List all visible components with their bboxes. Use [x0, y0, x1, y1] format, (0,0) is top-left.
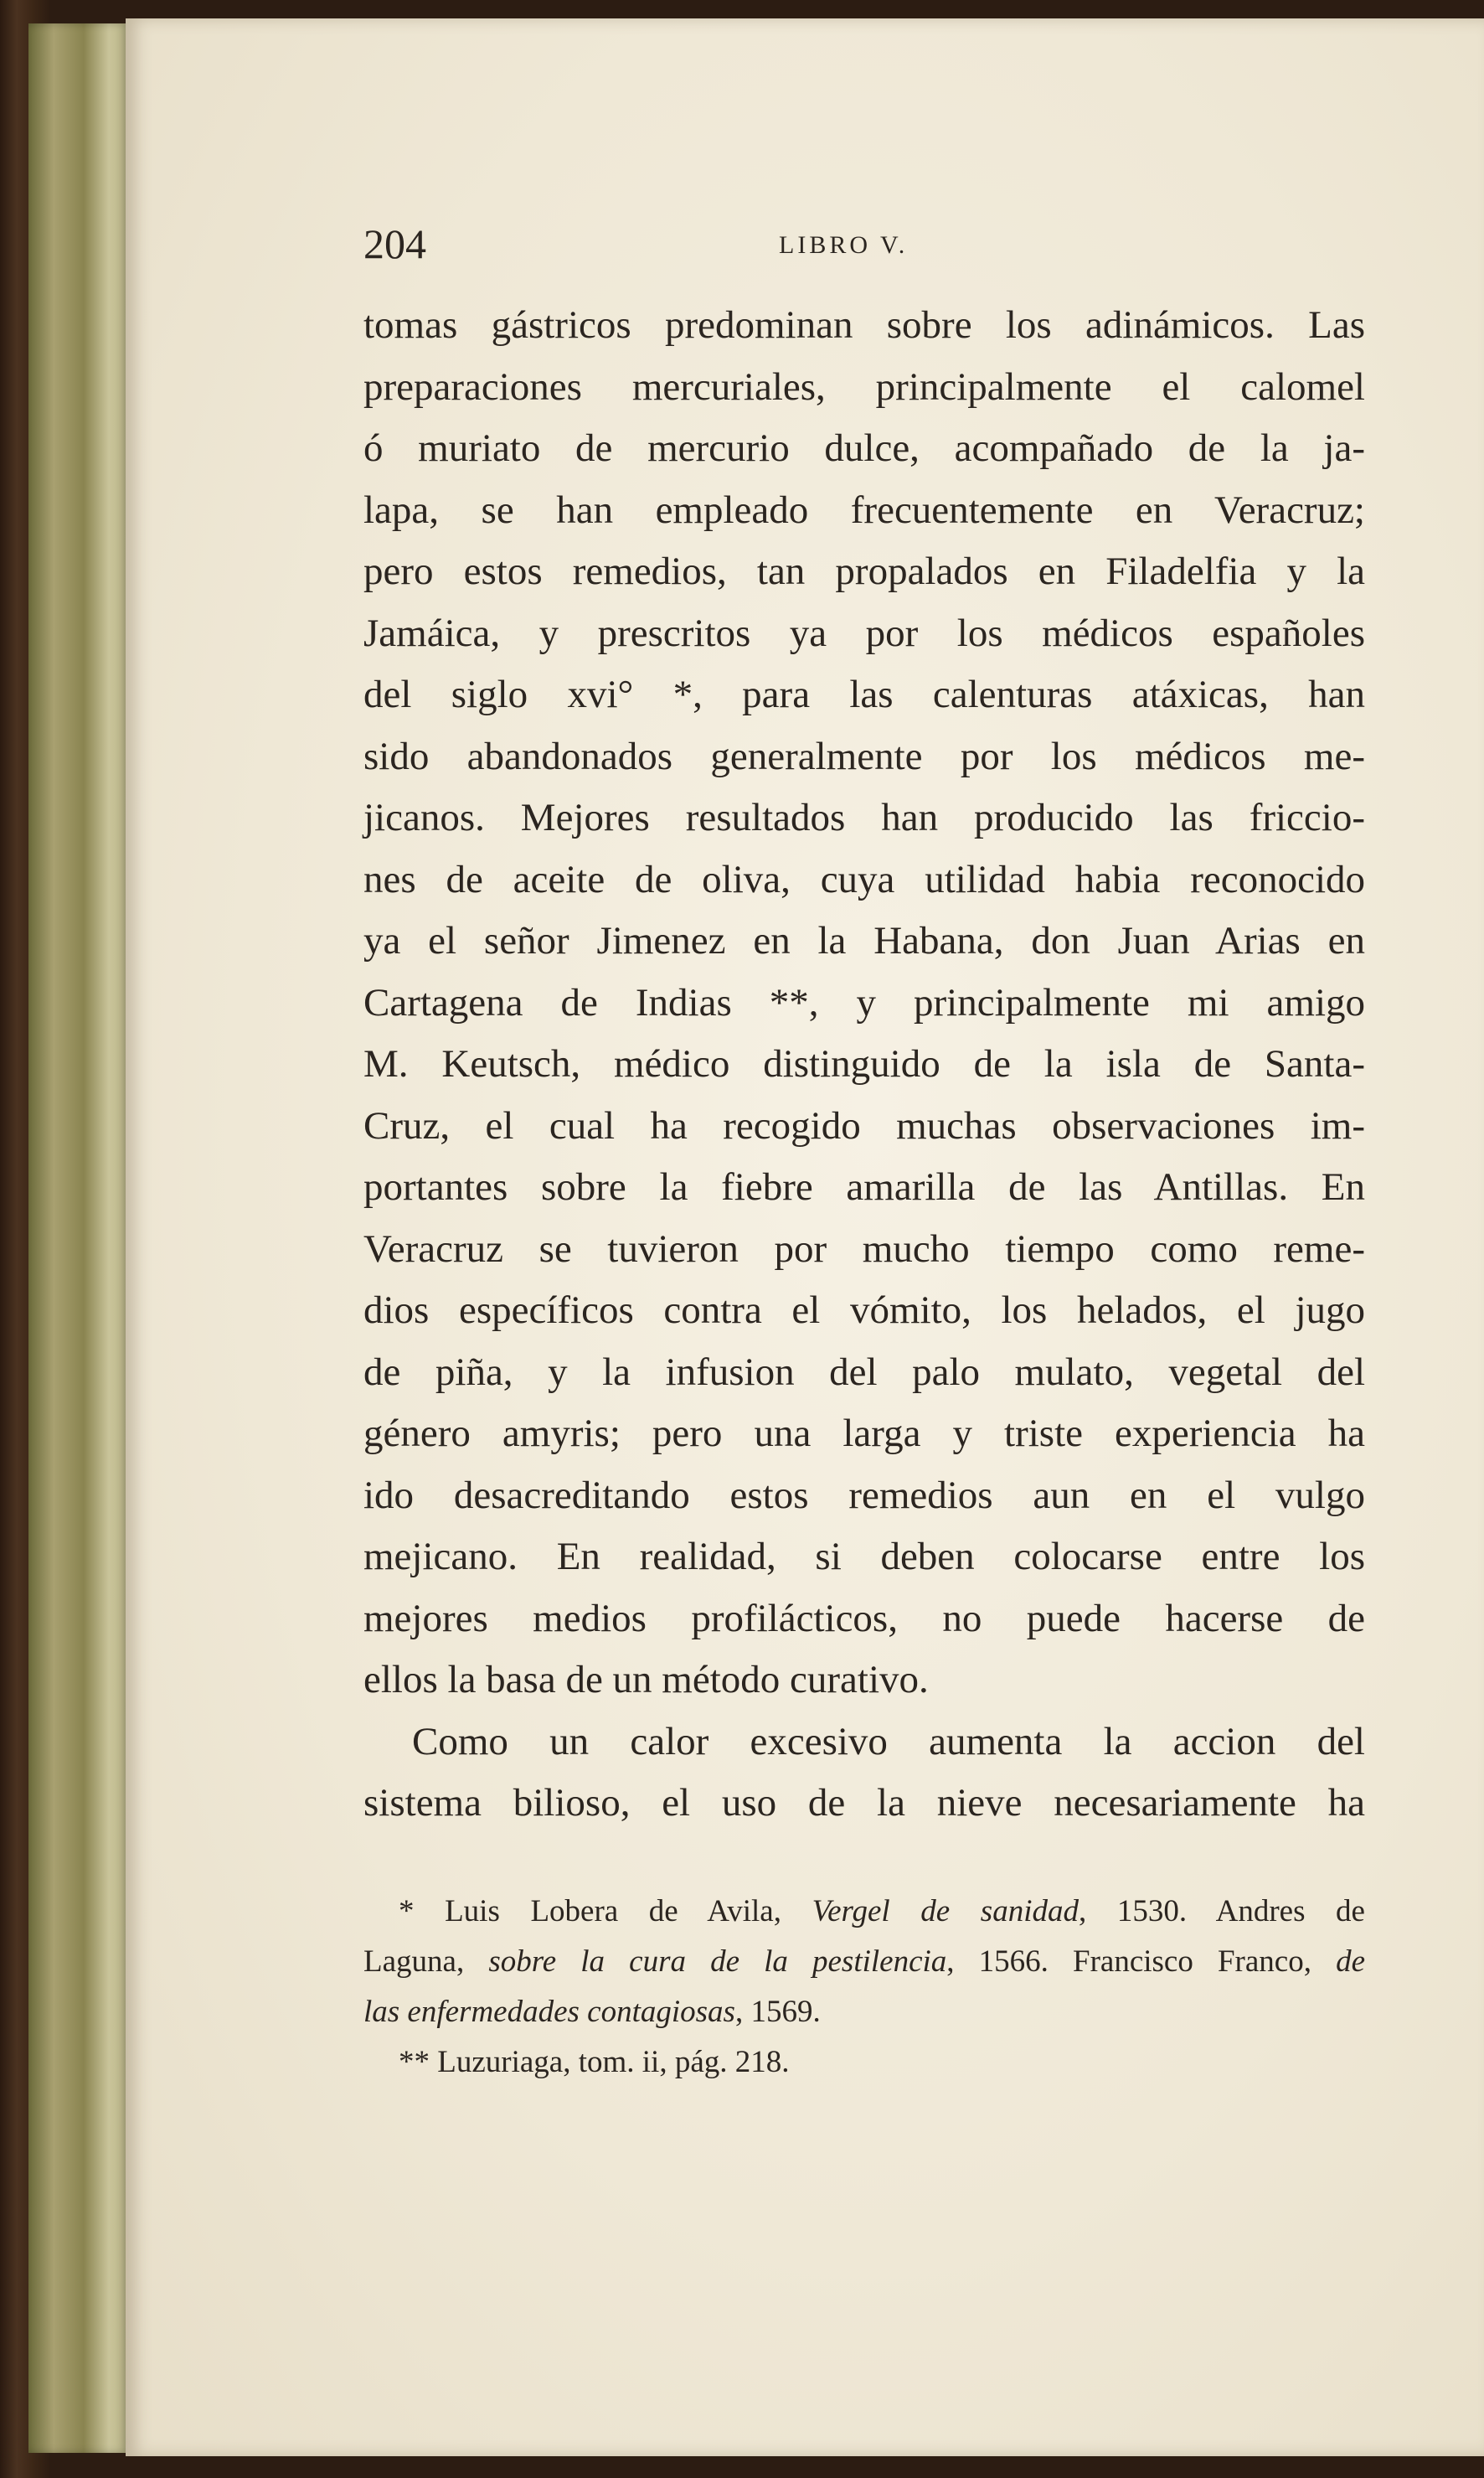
paragraph-first-line: Como un calor excesivo aumenta la accion del — [412, 1719, 1365, 1763]
text-line: mejicano. En realidad, si deben colocarse entre los — [363, 1535, 1365, 1578]
footnote-1-line-3 — [363, 1987, 1365, 2037]
book-binding-edge — [28, 23, 129, 2453]
body-text — [363, 295, 1365, 1835]
text-line: mejores medios profilácticos, no puede hacerse de — [363, 1596, 1365, 1640]
text-line: preparaciones mercuriales, principalmente el calomel — [363, 364, 1365, 409]
footnote-text: * Luis Lobera de Avila, — [399, 1894, 812, 1928]
text-line: Veracruz se tuvieron por mucho tiempo como reme- — [363, 1226, 1365, 1271]
text-line: ó muriato de mercurio dulce, acompañado de la ja- — [363, 426, 1365, 470]
footnote-text: , 1530. Andres de — [1078, 1894, 1365, 1928]
text-line: ido desacreditando estos remedios aun en el vulgo — [363, 1473, 1365, 1517]
paragraph-last-line: ellos la basa de un método curativo. — [363, 1658, 929, 1701]
footnotes — [363, 1887, 1365, 2088]
page-header — [363, 219, 1368, 278]
footnote-text: , 1569. — [734, 1995, 821, 2029]
text-line: pero estos remedios, tan propalados en Filadelfia y la — [363, 550, 1365, 593]
text-line: ya el señor Jimenez en la Habana, don Juan Arias en — [363, 919, 1365, 963]
footnote-text: , 1566. Francisco Franco, — [946, 1944, 1337, 1979]
text-line: género amyris; pero una larga y triste experiencia ha — [363, 1412, 1365, 1455]
footnote-1-line-2 — [363, 1937, 1365, 1987]
footnote-2: ** Luzuriaga, tom. ii, pág. 218. — [399, 2045, 790, 2079]
text-line: nes de aceite de oliva, cuya utilidad habia reconocido — [363, 857, 1365, 901]
footnote-title: Vergel de sanidad — [812, 1894, 1079, 1928]
text-line: del siglo xvi° *, para las calenturas atáxicas, han — [363, 673, 1365, 716]
text-line: Jamáica, y prescritos ya por los médicos españoles — [363, 611, 1365, 655]
text-line: dios específicos contra el vómito, los helados, el jugo — [363, 1288, 1365, 1332]
footnote-title: de — [1336, 1944, 1366, 1979]
text-line: M. Keutsch, médico distinguido de la isla de Santa- — [363, 1042, 1365, 1086]
footnote-title: las enfermedades contagiosas — [363, 1995, 735, 2029]
text-line: jicanos. Mejores resultados han producido las friccio- — [363, 796, 1365, 839]
text-line: Cruz, el cual ha recogido muchas observaciones im- — [363, 1103, 1365, 1148]
text-line: portantes sobre la fiebre amarilla de las Antillas. En — [363, 1165, 1365, 1209]
footnote-text: Laguna, — [363, 1944, 489, 1979]
page-number: 204 — [363, 220, 426, 267]
text-line: sistema bilioso, el uso de la nieve necesariamente ha — [363, 1781, 1365, 1825]
text-line: Cartagena de Indias **, y principalmente mi amigo — [363, 980, 1365, 1025]
footnote-title: sobre la cura de la pestilencia — [488, 1944, 947, 1979]
text-line: lapa, se han empleado frecuentemente en Veracruz; — [363, 488, 1365, 532]
text-line: tomas gástricos predominan sobre los adinámicos. Las — [363, 303, 1365, 347]
text-line: de piña, y la infusion del palo mulato, vegetal del — [363, 1350, 1365, 1394]
running-head: LIBRO V. — [779, 231, 909, 259]
footnote-1-line-1 — [363, 1887, 1365, 1937]
text-line: sido abandonados generalmente por los médicos me- — [363, 734, 1365, 778]
